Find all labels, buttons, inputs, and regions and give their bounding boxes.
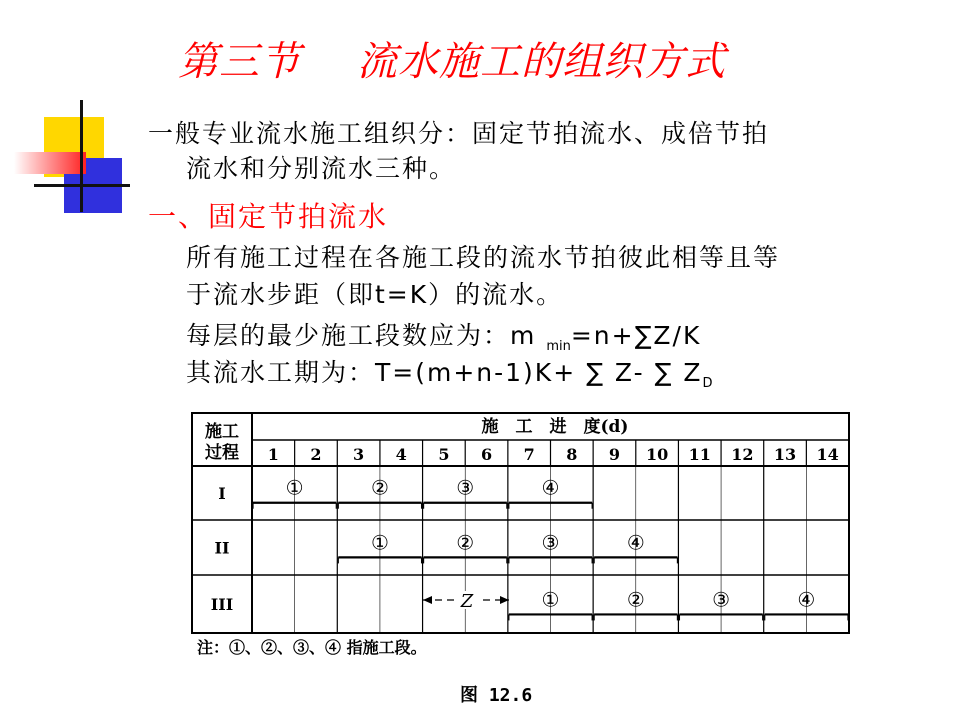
header-process-line1: 施工: [205, 422, 239, 442]
day-label: 13: [773, 445, 797, 464]
day-label: 2: [310, 445, 322, 464]
definition-line-1: 所有施工过程在各施工段的流水节拍彼此相等且等: [186, 243, 781, 272]
section-heading: 一、固定节拍流水: [148, 200, 389, 233]
segment-label: ②: [626, 587, 645, 612]
formula-duration-subscript: D: [702, 376, 713, 391]
deco-red-bar: [14, 152, 86, 174]
formula-duration-pre: 其流水工期为：T=(m+n-1)K+ ∑ Z- ∑ Z: [186, 358, 703, 387]
formula-min-segments-post: =n+∑Z/K: [570, 321, 702, 350]
intro-line-2: 流水和分别流水三种。: [186, 154, 457, 183]
schedule-bars: [253, 476, 848, 621]
formula-min-subscript: min: [546, 339, 571, 354]
segment-label: ③: [541, 530, 560, 555]
day-label: 10: [645, 445, 669, 464]
segment-label: ①: [285, 475, 304, 500]
day-label: 6: [480, 445, 493, 464]
title-topic: 流水施工的组织方式: [357, 39, 726, 85]
segment-label: ①: [541, 587, 560, 612]
formula-min-segments-pre: 每层的最少施工段数应为：m: [186, 321, 547, 350]
formula-duration: [186, 353, 712, 391]
slide-title: [178, 30, 726, 87]
header-progress: 施 工 进 度(d): [481, 417, 629, 437]
day-label: 9: [608, 445, 621, 464]
process-label: III: [210, 595, 234, 614]
header-process-line2: 过程: [205, 443, 239, 463]
day-label: 4: [395, 445, 407, 464]
segment-label: ①: [370, 530, 389, 555]
segment-label: ③: [712, 587, 731, 612]
z-label: Z: [460, 591, 474, 612]
segment-label: ④: [626, 530, 645, 555]
intro-line-1: 一般专业流水施工组织分：固定节拍流水、成倍节拍: [148, 119, 770, 148]
day-label: 3: [353, 445, 365, 464]
day-label: 12: [731, 445, 754, 464]
day-label: 8: [566, 445, 578, 464]
process-labels: [211, 484, 233, 614]
schedule-figure: [185, 408, 855, 678]
segment-label: ②: [370, 475, 389, 500]
day-label: 5: [438, 445, 450, 464]
day-label: 7: [523, 445, 535, 464]
day-label: 1: [267, 445, 279, 464]
segment-label: ④: [541, 475, 560, 500]
figure-note: 注：①、②、③、④ 指施工段。: [197, 638, 427, 657]
title-section-number: 第三节: [178, 39, 301, 85]
process-label: I: [218, 484, 226, 503]
formula-min-segments: [186, 316, 701, 354]
z-interval-marker: [423, 591, 509, 612]
deco-horizontal-line: [34, 184, 130, 187]
deco-vertical-line: [80, 100, 83, 212]
process-label: II: [214, 538, 230, 558]
day-label: 11: [688, 445, 711, 464]
figure-caption: 图 12.6: [460, 685, 533, 706]
segment-label: ③: [456, 475, 475, 500]
segment-label: ④: [797, 587, 816, 612]
segment-label: ②: [456, 530, 475, 555]
day-label: 14: [816, 445, 839, 464]
definition-line-2: 于流水步距（即t=K）的流水。: [186, 280, 564, 309]
